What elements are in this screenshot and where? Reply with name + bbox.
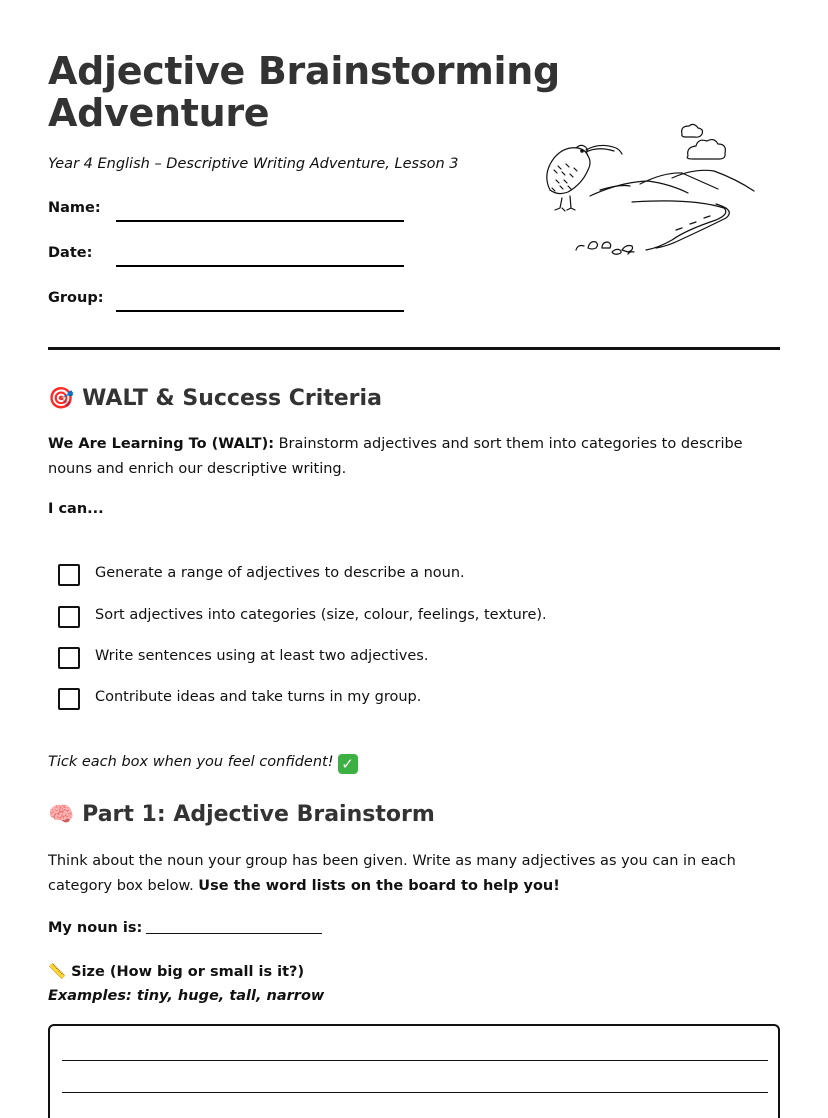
noun-blank-line[interactable] [146,933,322,934]
criteria-checkbox[interactable] [58,647,80,669]
size-writing-box[interactable] [48,1024,780,1118]
part1-heading [48,802,435,827]
criteria-checkbox[interactable] [58,688,80,710]
name-blank-line[interactable] [116,220,404,222]
header-divider [48,347,780,350]
part1-heading-text: Part 1: Adjective Brainstorm [82,802,435,827]
writing-line[interactable] [62,1060,768,1061]
group-field[interactable] [48,290,408,314]
criteria-text: Generate a range of adjectives to describe a noun. [95,565,465,581]
ican-label: I can... [48,501,104,517]
criteria-checkbox[interactable] [58,606,80,628]
walt-label: We Are Learning To (WALT): [48,436,274,452]
group-blank-line[interactable] [116,310,404,312]
date-field[interactable] [48,245,408,269]
noun-field[interactable] [48,920,322,936]
part1-intro [48,849,786,899]
group-label: Group: [48,290,104,306]
noun-label: My noun is: [48,920,143,936]
criteria-text: Write sentences using at least two adjectives. [95,648,429,664]
kiwi-bird-icon [547,145,622,211]
page-subtitle: Year 4 English – Descriptive Writing Adventure, Lesson 3 [48,156,459,172]
part1-intro-text: Think about the noun your group has been given. Write as many adjectives as you can in each category box below. [48,853,736,894]
ruler-icon: 📏 [48,964,67,980]
title-line-2: Adventure [48,91,270,135]
rocks-icon [576,242,634,255]
tick-note [48,754,358,774]
title-line-1: Adjective Brainstorming [48,49,560,93]
size-category-text: Size (How big or small is it?) [71,964,305,980]
walt-statement [48,432,788,482]
walt-text: Brainstorm adjectives and sort them into categories to describe nouns and enrich our descriptive writing. [48,436,743,477]
name-label: Name: [48,200,101,216]
path-icon [632,201,729,250]
part1-intro-bold: Use the word lists on the board to help you! [198,878,560,894]
size-category-title [48,963,304,980]
kiwi-landscape-illustration [540,120,764,260]
date-label: Date: [48,245,93,261]
brain-icon: 🧠 [48,802,75,826]
criteria-text: Sort adjectives into categories (size, colour, feelings, texture). [95,607,547,623]
size-category-examples: Examples: tiny, huge, tall, narrow [48,988,325,1004]
walt-heading-text: WALT & Success Criteria [82,386,382,411]
green-check-icon: ✓ [338,754,358,774]
hills-icon [590,170,754,196]
name-field[interactable] [48,200,408,224]
page-title [48,50,560,134]
writing-line[interactable] [62,1092,768,1093]
criteria-checkbox[interactable] [58,564,80,586]
walt-heading [48,386,382,411]
criteria-text: Contribute ideas and take turns in my group. [95,689,422,705]
tick-note-text: Tick each box when you feel confident! [48,754,334,770]
date-blank-line[interactable] [116,265,404,267]
cloud-icon [682,124,726,159]
target-icon: 🎯 [48,386,75,410]
